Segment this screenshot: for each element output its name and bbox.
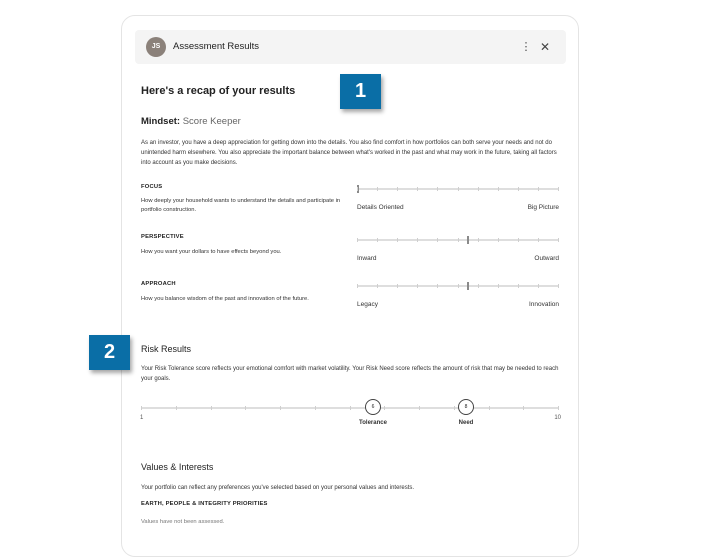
risk-tick — [280, 406, 281, 410]
tolerance-label: Tolerance — [359, 420, 387, 426]
risk-tick — [315, 406, 316, 410]
risk-tick — [523, 406, 524, 410]
approach-left-label: Legacy — [357, 301, 378, 308]
slider-tick — [458, 238, 459, 242]
panel-header — [135, 30, 566, 64]
risk-tick — [141, 406, 142, 410]
slider-tick — [377, 284, 378, 288]
slider-tick — [538, 238, 539, 242]
slider-tick — [538, 284, 539, 288]
values-description: Your portfolio can reflect any preferences you've selected based on your personal values and interests. — [141, 485, 415, 491]
slider-tick — [397, 187, 398, 191]
risk-tick — [454, 406, 455, 410]
slider-tick — [558, 187, 559, 191]
slider-tick — [437, 187, 438, 191]
slider-thumb — [467, 282, 469, 290]
slider-tick — [397, 284, 398, 288]
mindset-value: Score Keeper — [182, 116, 241, 127]
mindset-description: As an investor, you have a deep appreciation for getting down into the details. You also find comfort in how portfolios can both serve your needs and not do unintended harm elsewhere. You also appreciate the important balance between what's worked in the past and what may work in the future, taking all factors into account as you make decisions. — [141, 140, 557, 166]
avatar: JS — [146, 37, 166, 57]
slider-tick — [417, 187, 418, 191]
slider-tick — [538, 187, 539, 191]
approach-description: How you balance wisdom of the past and innovation of the future. — [141, 296, 309, 302]
slider-tick — [498, 238, 499, 242]
slider-tick — [357, 238, 358, 242]
risk-tick — [350, 406, 351, 410]
perspective-right-label: Outward — [534, 255, 559, 262]
slider-tick — [437, 284, 438, 288]
slider-tick — [458, 187, 459, 191]
recap-title: Here's a recap of your results — [141, 85, 296, 97]
slider-tick — [478, 238, 479, 242]
callout-badge-1: 1 — [340, 74, 381, 109]
slider-thumb — [467, 236, 469, 244]
priorities-value: Values have not been assessed. — [141, 519, 225, 525]
risk-description: Your Risk Tolerance score reflects your emotional comfort with market volatility. Your Risk Need score reflects the amount of risk that may be needed to reach your goals. — [141, 366, 559, 382]
risk-tick — [558, 406, 559, 410]
need-marker: 8 — [458, 399, 474, 415]
slider-tick — [518, 187, 519, 191]
slider-tick — [437, 238, 438, 242]
slider-tick — [518, 284, 519, 288]
risk-tick — [176, 406, 177, 410]
risk-tick — [245, 406, 246, 410]
priorities-label: EARTH, PEOPLE & INTEGRITY PRIORITIES — [141, 501, 268, 507]
approach-right-label: Innovation — [529, 301, 559, 308]
focus-label: FOCUS — [141, 184, 163, 190]
risk-results-title: Risk Results — [141, 344, 192, 354]
perspective-description: How you want your dollars to have effects beyond you. — [141, 249, 282, 255]
slider-tick — [558, 238, 559, 242]
slider-tick — [498, 284, 499, 288]
focus-left-label: Details Oriented — [357, 204, 404, 211]
slider-tick — [478, 187, 479, 191]
callout-badge-2: 2 — [89, 335, 130, 370]
values-interests-title: Values & Interests — [141, 462, 214, 472]
slider-tick — [417, 284, 418, 288]
slider-tick — [377, 187, 378, 191]
slider-tick — [397, 238, 398, 242]
slider-tick — [498, 187, 499, 191]
perspective-label: PERSPECTIVE — [141, 234, 184, 240]
perspective-left-label: Inward — [357, 255, 377, 262]
close-icon[interactable]: ✕ — [539, 40, 551, 54]
slider-tick — [558, 284, 559, 288]
mindset-label: Mindset: — [141, 116, 181, 127]
tolerance-marker: 6 — [365, 399, 381, 415]
slider-tick — [478, 284, 479, 288]
need-label: Need — [458, 420, 474, 426]
risk-tick — [211, 406, 212, 410]
risk-min-label: 1 — [140, 415, 144, 421]
more-vertical-icon[interactable]: ⋮ — [520, 41, 532, 53]
slider-tick — [377, 238, 378, 242]
risk-tick — [489, 406, 490, 410]
slider-tick — [417, 238, 418, 242]
risk-tick — [419, 406, 420, 410]
slider-tick — [357, 187, 358, 191]
focus-right-label: Big Picture — [527, 204, 559, 211]
slider-tick — [357, 284, 358, 288]
mindset-heading — [141, 116, 241, 127]
panel-title: Assessment Results — [173, 41, 260, 52]
focus-description: How deeply your household wants to understand the details and participate in portfolio construction. — [141, 198, 341, 213]
risk-max-label: 10 — [554, 415, 561, 421]
risk-tick — [384, 406, 385, 410]
slider-tick — [458, 284, 459, 288]
approach-label: APPROACH — [141, 281, 176, 287]
slider-tick — [518, 238, 519, 242]
